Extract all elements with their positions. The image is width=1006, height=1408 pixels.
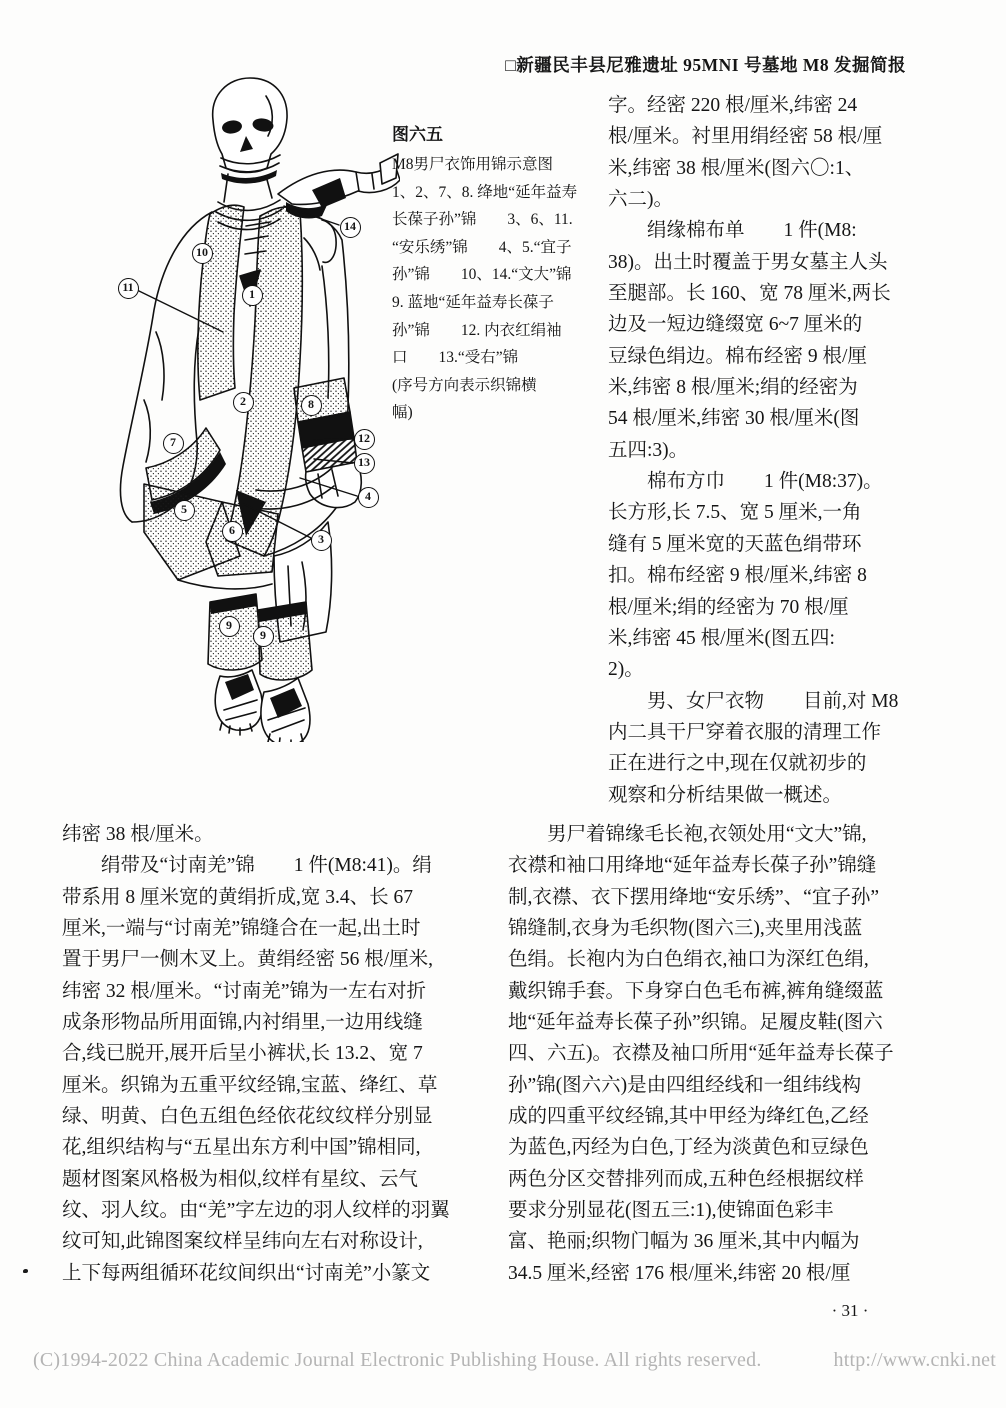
text-line: 色绢。长袍内为白色绢衣,袖口为深红色绢, (508, 949, 869, 971)
text-line: 字。经密 220 根/厘米,纬密 24 (608, 95, 858, 116)
figure-caption-title: 图六五 (392, 125, 443, 144)
text-line: 根/厘米;绢的经密为 70 根/厘 (608, 596, 849, 618)
figure-label-11: 11 (118, 278, 139, 299)
page-number: · 31 · (831, 1301, 869, 1320)
text-line: 六二)。 (608, 189, 673, 211)
figure-label-10: 10 (192, 243, 213, 264)
text-line: M8男尸衣饰用锦示意图 (392, 156, 554, 173)
text-line: 1、2、7、8. 绛地“延年益寿 (392, 183, 578, 201)
text-line: 绢带及“讨南羌”锦 1 件(M8:41)。绢 (62, 855, 432, 877)
text-line: 2)。 (608, 659, 644, 681)
text-line: 观察和分析结果做一概述。 (608, 784, 843, 806)
text-line: 9. 蓝地“延年益寿长葆子 (392, 293, 554, 311)
text-line: 厘米,一端与“讨南羌”锦缝合在一起,出土时 (62, 918, 421, 940)
text-line: 纬密 38 根/厘米。 (62, 824, 214, 845)
text-line: 根/厘米。衬里用绢经密 58 根/厘 (608, 126, 883, 148)
text-line: 口 13.“受右”锦 (392, 349, 519, 367)
text-line: 锦缝制,衣身为毛织物(图六三),夹里用浅蓝 (508, 918, 863, 940)
text-line: 54 根/厘米,纬密 30 根/厘米(图 (608, 408, 860, 430)
text-line: 戴织锦手套。下身穿白色毛布裤,裤角缝缀蓝 (508, 980, 884, 1002)
text-line: 长葆子孙”锦 3、6、11. (392, 211, 573, 229)
text-line: 男、女尸衣物 目前,对 M8 (608, 690, 899, 712)
text-line: 衣襟和袖口用绛地“延年益寿长葆子孙”锦缝 (508, 855, 877, 877)
figure-label-2: 2 (233, 392, 254, 413)
text-line: 缝有 5 厘米宽的天蓝色绢带环 (608, 533, 862, 555)
text-line: 男尸着锦缘毛长袍,衣领处用“文大”锦, (508, 824, 867, 845)
figure-number-labels (60, 70, 400, 742)
figure-label-9: 9 (253, 626, 274, 647)
figure-label-14: 14 (340, 217, 361, 238)
text-line: 棉布方巾 1 件(M8:37)。 (608, 471, 883, 493)
footer-copyright-text: (C)1994-2022 China Academic Journal Electronic Publishing House. All rights reserved. (33, 1349, 762, 1371)
text-line: 米,纬密 38 根/厘米(图六〇:1、 (608, 157, 865, 179)
text-line: 纹、羽人纹。由“羌”字左边的羽人纹样的羽翼 (62, 1200, 450, 1222)
header-title: □新疆民丰县尼雅遗址 95MNI 号墓地 M8 发掘简报 (505, 55, 906, 75)
figure-caption (392, 122, 608, 427)
text-line: 上下每两组循环花纹间织出“讨南羌”小篆文 (62, 1262, 431, 1284)
text-line: 厘米。织锦为五重平纹经锦,宝蓝、绛红、草 (62, 1074, 438, 1096)
text-line: 要求分别显花(图五三:1),使锦面色彩丰 (508, 1200, 834, 1222)
text-line: 长方形,长 7.5、宽 5 厘米,一角 (608, 502, 862, 524)
text-line: 富、艳丽;织物门幅为 36 厘米,其中内幅为 (508, 1231, 860, 1253)
column-right-top (608, 90, 916, 811)
text-line: 为蓝色,丙经为白色,丁经为淡黄色和豆绿色 (508, 1137, 869, 1159)
text-line: 置于男尸一侧木叉上。黄绢经密 56 根/厘米, (62, 949, 434, 971)
text-line: 米,纬密 45 根/厘米(图五四: (608, 627, 835, 649)
figure-caption-lines (392, 151, 608, 427)
figure-label-6: 6 (222, 521, 243, 542)
text-line: (序号方向表示织锦横 (392, 376, 537, 394)
text-line: 孙”锦(图六六)是由四组经线和一组纬线构 (508, 1074, 862, 1096)
figure-label-4: 4 (358, 487, 379, 508)
text-line: 边及一短边缝缀宽 6~7 厘米的 (608, 314, 863, 336)
figure-label-9: 9 (219, 616, 240, 637)
text-line: 绢缘棉布单 1 件(M8: (608, 220, 857, 242)
text-line: 米,纬密 8 根/厘米;绢的经密为 (608, 377, 858, 399)
figure-label-8: 8 (301, 395, 322, 416)
figure-label-7: 7 (163, 433, 184, 454)
figure-label-1: 1 (242, 285, 263, 306)
text-line: 纹可知,此锦图案纹样呈纬向左右对称设计, (62, 1231, 423, 1253)
text-line: 五四:3)。 (608, 439, 689, 461)
text-line: 成的四重平纹经锦,其中甲经为绛红色,乙经 (508, 1106, 869, 1128)
column-right-bottom (508, 819, 914, 1289)
scan-artifact-dot (23, 1269, 28, 1273)
text-line: 38)。出土时覆盖于男女墓主人头 (608, 251, 888, 273)
footer-url-text: http://www.cnki.net (833, 1349, 996, 1371)
figure-label-13: 13 (354, 453, 375, 474)
text-line: 四、六五)。衣襟及袖口所用“延年益寿长葆子 (508, 1043, 894, 1065)
text-line: 扣。棉布经密 9 根/厘米,纬密 8 (608, 565, 867, 587)
figure-label-5: 5 (174, 500, 195, 521)
text-line: 至腿部。长 160、宽 78 厘米,两长 (608, 283, 891, 305)
text-line: 孙”锦 10、14.“文大”锦 (392, 266, 572, 284)
text-line: 幅) (392, 404, 413, 422)
figure-label-3: 3 (311, 530, 332, 551)
text-line: 正在进行之中,现在仅就初步的 (608, 753, 867, 775)
text-line: 绿、明黄、白色五组色经依花纹纹样分别显 (62, 1106, 433, 1128)
text-line: 合,线已脱开,展开后呈小裤状,长 13.2、宽 7 (62, 1043, 423, 1065)
text-line: 内二具干尸穿着衣服的清理工作 (608, 721, 882, 743)
text-line: 制,衣襟、衣下摆用绛地“安乐绣”、“宜子孙” (508, 886, 879, 908)
figure-label-12: 12 (354, 429, 375, 450)
text-line: 题材图案风格极为相似,纹样有星纹、云气 (62, 1168, 418, 1190)
figure-65-drawing (60, 70, 400, 742)
text-line: 34.5 厘米,经密 176 根/厘米,纬密 20 根/厘 (508, 1262, 851, 1284)
text-line: 纬密 32 根/厘米。“讨南羌”锦为一左右对折 (62, 980, 426, 1002)
text-line: 带系用 8 厘米宽的黄绢折成,宽 3.4、长 67 (62, 886, 414, 908)
column-left-bottom (62, 819, 472, 1289)
text-line: 两色分区交替排列而成,五种色经根据纹样 (508, 1168, 864, 1190)
text-line: 豆绿色绢边。棉布经密 9 根/厘 (608, 345, 867, 367)
text-line: “安乐绣”锦 4、5.“宜子 (392, 238, 572, 256)
text-line: 地“延年益寿长葆子孙”织锦。足履皮鞋(图六 (508, 1012, 883, 1034)
text-line: 孙”锦 12. 内衣红绢袖 (392, 321, 562, 339)
copyright-footer (0, 1349, 1006, 1372)
text-line: 花,组织结构与“五星出东方利中国”锦相同, (62, 1137, 421, 1159)
text-line: 成条形物品所用面锦,内衬绢里,一边用线缝 (62, 1012, 423, 1034)
